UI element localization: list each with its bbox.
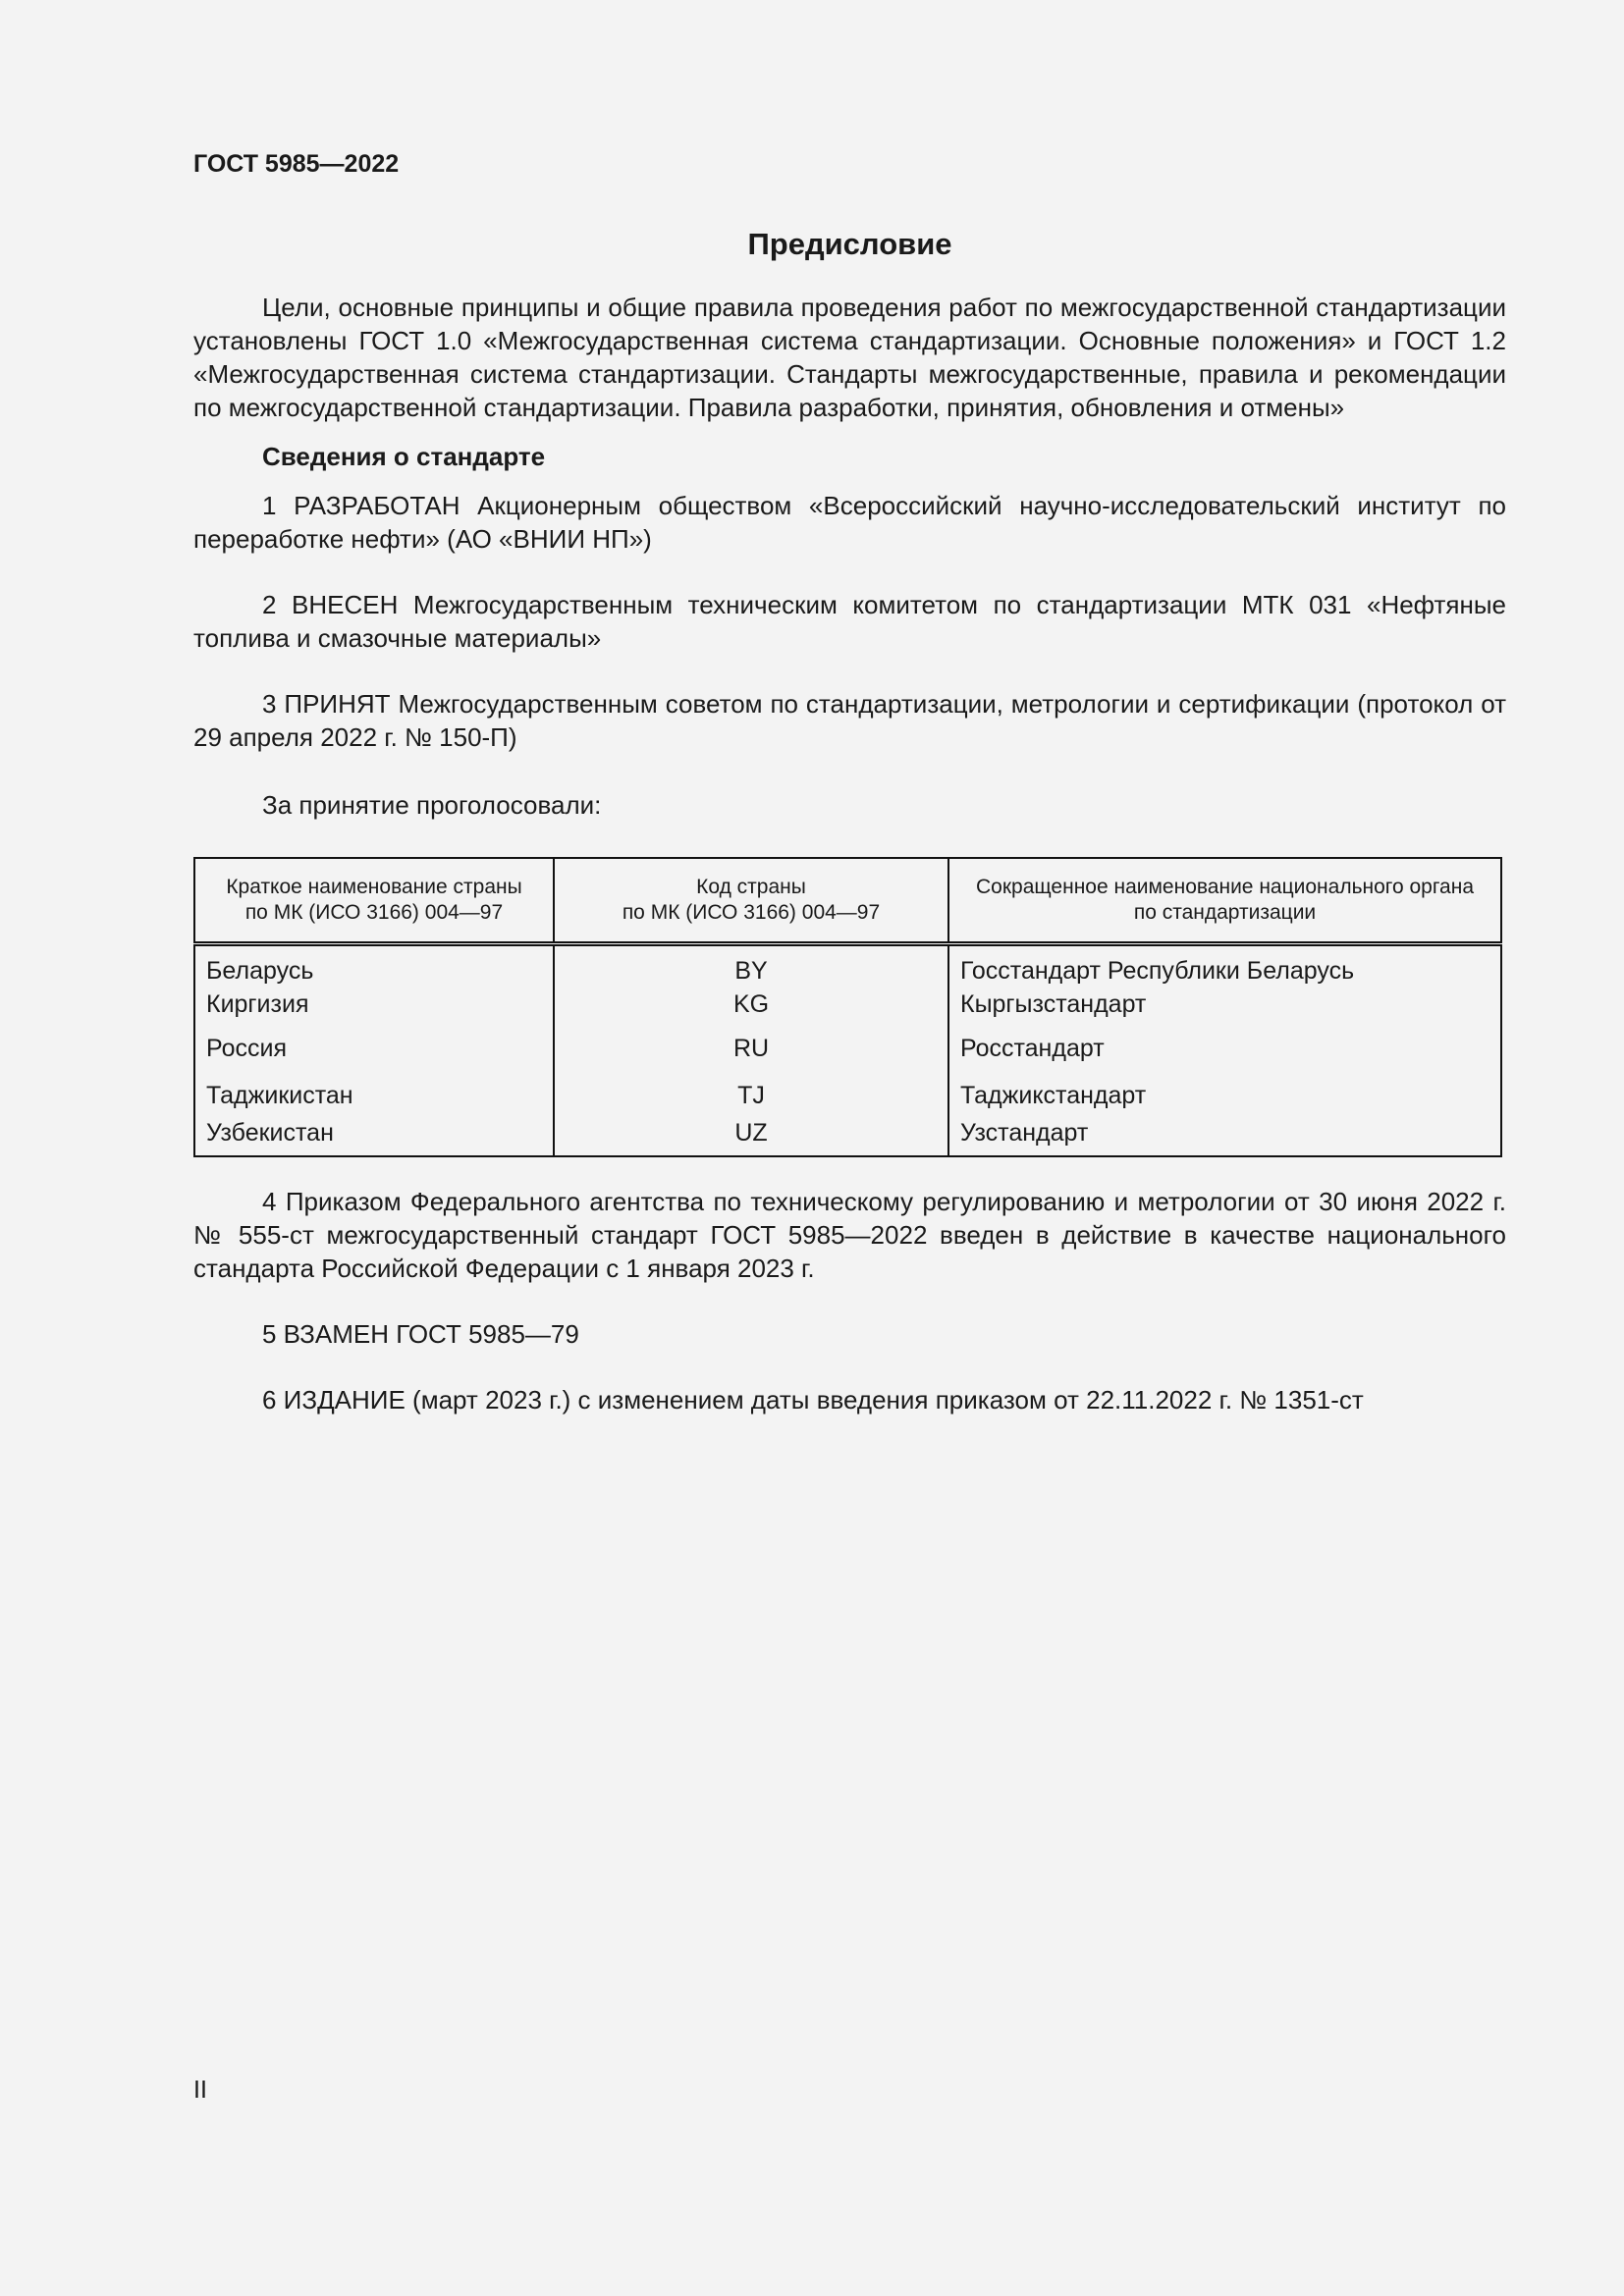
country-name: Беларусь [194,944,554,986]
item-submitted: 2 ВНЕСЕН Межгосударственным техническим комитетом по стандартизации МТК 031 «Нефтяные топлива и смазочные материалы» [193,590,1506,653]
country-name: Узбекистан [194,1119,554,1156]
section-subheading: Сведения о стандарте [262,442,546,471]
page-title: Предисловие [747,227,952,261]
vote-intro: За принятие проголосовали: [262,790,602,820]
column-header-code: Код страны по МК (ИСО 3166) 004—97 [554,858,948,944]
item-enacted: 4 Приказом Федерального агентства по техническому регулированию и метрологии от 30 июня 2022 г. № 555-ст межгосударственный стандарт ГОСТ 5985—2022 введен в действие в качестве национального стандарта Российской Федерации с 1 января 2023 г. [193,1186,1506,1283]
standards-body: Кыргызстандарт [960,990,1147,1018]
table-row [194,1073,1501,1119]
document-id: ГОСТ 5985—2022 [193,150,400,178]
item-developed: 1 РАЗРАБОТАН Акционерным обществом «Всероссийский научно-исследовательский институт по переработке нефти» (АО «ВНИИ НП») [193,491,1506,554]
table-row [194,986,1501,1025]
standards-body: Таджикстандарт [960,1081,1147,1109]
country-name: Россия [194,1025,554,1073]
preface-content [193,216,1506,1416]
voting-countries-table [193,857,1502,1157]
standards-body: Росстандарт [960,1034,1105,1062]
item-edition: 6 ИЗДАНИЕ (март 2023 г.) с изменением даты введения приказом от 22.11.2022 г. № 1351-ст [262,1384,1364,1415]
table-row [194,1025,1501,1073]
table-header-row [194,858,1501,944]
standards-body: Узстандарт [960,1118,1089,1147]
item-adopted: 3 ПРИНЯТ Межгосударственным советом по стандартизации, метрологии и сертификации (протокол от 29 апреля 2022 г. № 150-П) [193,689,1506,752]
intro-paragraph: Цели, основные принципы и общие правила проведения работ по межгосударственной стандартизации установлены ГОСТ 1.0 «Межгосударственная система стандартизации. Основные положения» и ГОСТ 1.2 «Межгосударственная система стандартизации. Стандарты межгосударственные, правила и рекомендации по межгосударственной стандартизации. Правила разработки, принятия, обновления и отмены» [193,293,1506,422]
item-replaces: 5 ВЗАМЕН ГОСТ 5985—79 [262,1318,579,1349]
column-header-body: Сокращенное наименование национального органа по стандартизации [948,858,1501,944]
country-code: BY [554,944,948,986]
country-code: RU [554,1025,948,1073]
column-header-country: Краткое наименование страны по МК (ИСО 3166) 004—97 [194,858,554,944]
country-code: TJ [554,1073,948,1119]
country-name: Таджикистан [194,1073,554,1119]
country-code: KG [554,986,948,1025]
table-row [194,1119,1501,1156]
page-number: II [193,2076,207,2104]
standards-body: Госстандарт Республики Беларусь [960,956,1355,985]
country-code: UZ [554,1119,948,1156]
country-name: Киргизия [194,986,554,1025]
table-row [194,944,1501,986]
